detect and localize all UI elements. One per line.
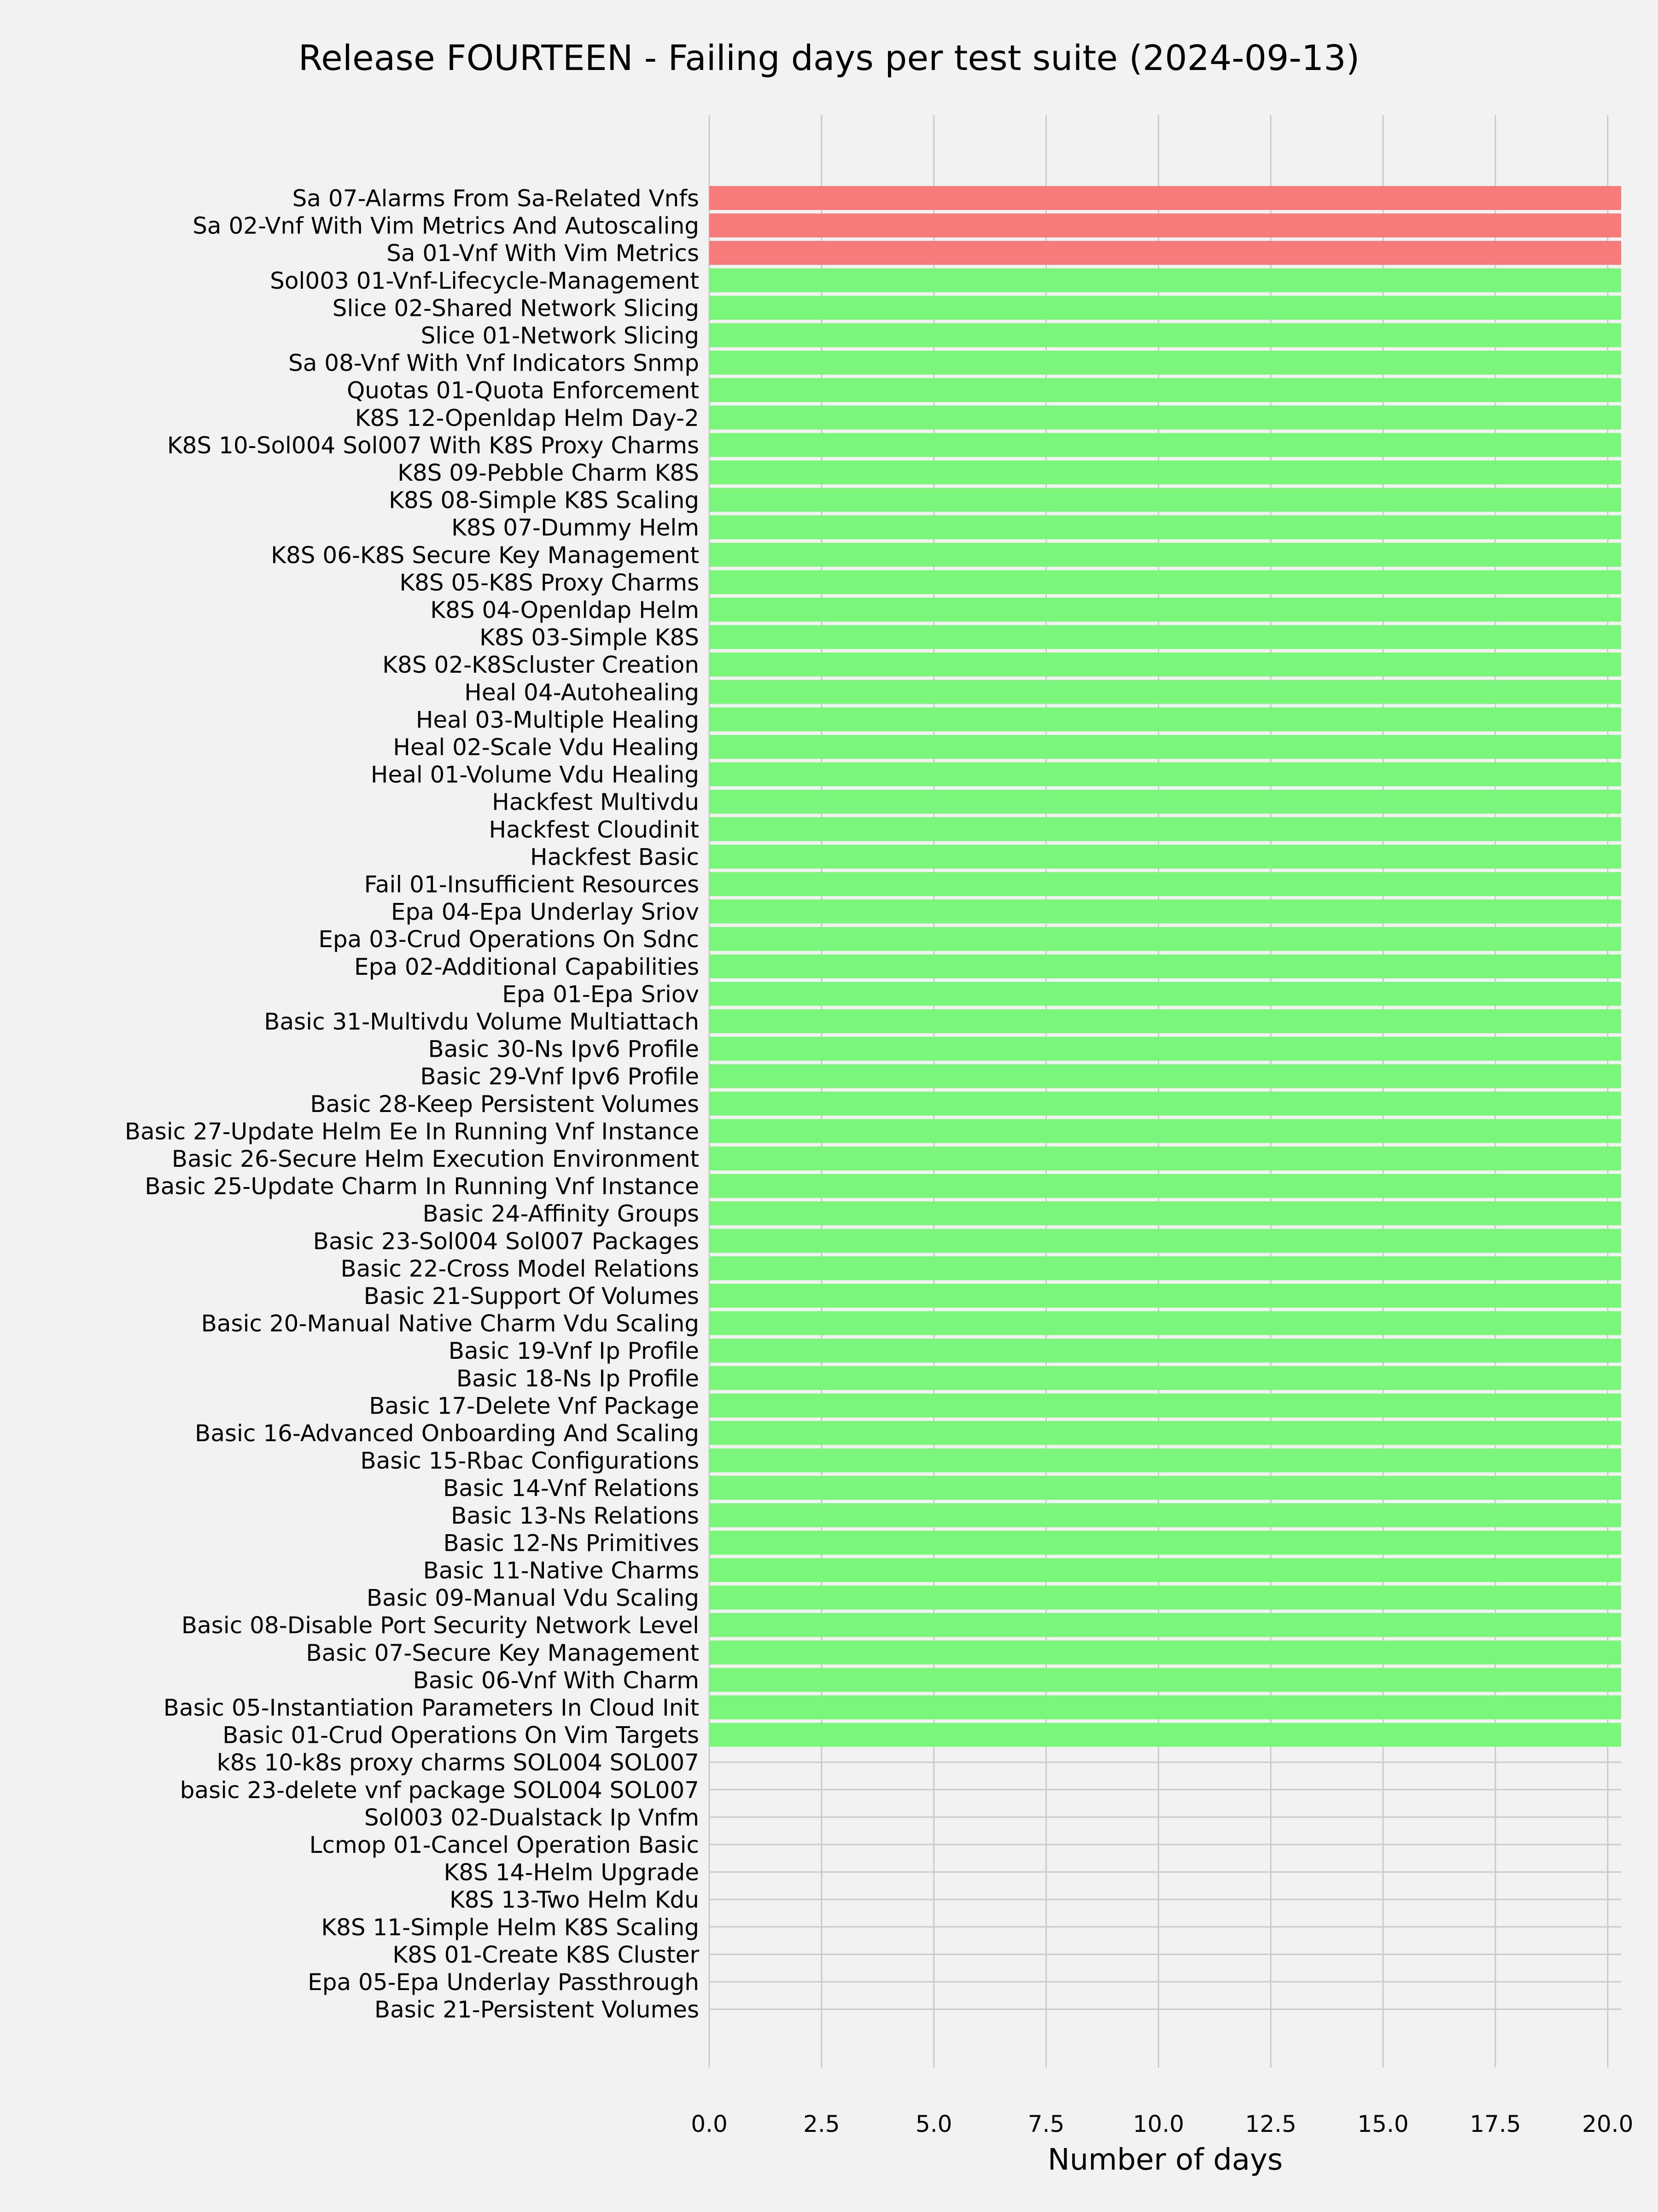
y-tick-label: Basic 01-Crud Operations On Vim Targets <box>222 1722 699 1749</box>
x-axis-label: Number of days <box>1047 2143 1283 2177</box>
y-tick-label: Epa 04-Epa Underlay Sriov <box>391 898 699 926</box>
y-tick-label: Hackfest Basic <box>530 844 699 871</box>
bar <box>709 1586 1621 1610</box>
bar <box>709 763 1621 786</box>
y-tick-label: Sol003 02-Dualstack Ip Vnfm <box>364 1804 699 1831</box>
y-tick-label: Basic 18-Ns Ip Profile <box>456 1365 699 1392</box>
y-tick-label: Epa 02-Additional Capabilities <box>354 953 699 980</box>
y-tick-label: Basic 23-Sol004 Sol007 Packages <box>313 1228 699 1255</box>
x-tick-label: 15.0 <box>1357 2111 1409 2137</box>
y-tick-label: K8S 01-Create K8S Cluster <box>392 1941 699 1968</box>
y-tick-label: Epa 03-Crud Operations On Sdnc <box>318 926 699 953</box>
y-tick-label: Basic 09-Manual Vdu Scaling <box>366 1584 699 1612</box>
bar <box>709 1284 1621 1308</box>
y-tick-label: Heal 04-Autohealing <box>464 679 699 706</box>
bar <box>709 1092 1621 1116</box>
bar <box>709 872 1621 896</box>
bar <box>709 982 1621 1006</box>
y-tick-label: Hackfest Multivdu <box>492 789 699 816</box>
y-tick-label: Basic 24-Affinity Groups <box>422 1200 699 1228</box>
y-tick-label: Hackfest Cloudinit <box>489 816 699 843</box>
y-tick-label: Basic 12-Ns Primitives <box>443 1530 699 1557</box>
y-tick-label: Basic 13-Ns Relations <box>451 1502 699 1529</box>
bar <box>709 1311 1621 1335</box>
bar <box>709 598 1621 622</box>
x-tick-label: 17.5 <box>1470 2111 1521 2137</box>
bar <box>709 1009 1621 1033</box>
bar <box>709 296 1621 320</box>
bar <box>709 515 1621 539</box>
bar <box>709 1229 1621 1253</box>
y-tick-label: Lcmop 01-Cancel Operation Basic <box>309 1832 699 1858</box>
bar <box>709 1558 1621 1582</box>
bar <box>709 955 1621 978</box>
x-tick-label: 2.5 <box>803 2111 840 2137</box>
bar <box>709 625 1621 649</box>
y-tick-label: Slice 01-Network Slicing <box>420 322 699 349</box>
y-tick-label: Basic 28-Keep Persistent Volumes <box>310 1090 699 1118</box>
bar <box>709 570 1621 594</box>
y-tick-label: Basic 21-Support Of Volumes <box>363 1283 699 1310</box>
bar <box>709 1449 1621 1473</box>
bar <box>709 378 1621 402</box>
y-tick-label: K8S 10-Sol004 Sol007 With K8S Proxy Charms <box>167 432 699 459</box>
y-tick-label: Epa 05-Epa Underlay Passthrough <box>308 1969 699 1996</box>
y-tick-label: k8s 10-k8s proxy charms SOL004 SOL007 <box>216 1749 699 1776</box>
bar <box>709 927 1621 951</box>
y-tick-label: Basic 16-Advanced Onboarding And Scaling <box>195 1420 699 1447</box>
bar <box>709 1147 1621 1170</box>
bar <box>709 1393 1621 1417</box>
y-tick-label: Basic 31-Multivdu Volume Multiattach <box>264 1008 699 1035</box>
y-tick-label: Basic 17-Delete Vnf Package <box>369 1392 699 1420</box>
bar <box>709 323 1621 347</box>
y-tick-label: Sa 07-Alarms From Sa-Related Vnfs <box>292 185 699 212</box>
x-tick-label: 10.0 <box>1133 2111 1185 2137</box>
y-tick-label: Basic 11-Native Charms <box>423 1557 699 1584</box>
chart-title: Release FOURTEEN - Failing days per test suite (2024-09-13) <box>298 37 1360 78</box>
bar <box>709 433 1621 457</box>
x-tick-labels <box>691 2111 1633 2137</box>
y-tick-label: Sa 01-Vnf With Vim Metrics <box>386 240 699 267</box>
bar <box>709 1613 1621 1637</box>
x-tick-label: 7.5 <box>1027 2111 1065 2137</box>
bar <box>709 351 1621 375</box>
bar <box>709 707 1621 731</box>
y-tick-label: Basic 15-Rbac Configurations <box>360 1447 699 1474</box>
y-tick-label: K8S 05-K8S Proxy Charms <box>399 569 699 596</box>
bar-layer <box>709 186 1621 1747</box>
x-tick-label: 12.5 <box>1245 2111 1296 2137</box>
y-tick-label: Basic 29-Vnf Ipv6 Profile <box>420 1063 699 1090</box>
bar <box>709 268 1621 292</box>
y-tick-label: K8S 06-K8S Secure Key Management <box>271 541 699 569</box>
bar <box>709 1119 1621 1143</box>
y-tick-label: Basic 19-Vnf Ip Profile <box>448 1338 699 1365</box>
x-tick-label: 5.0 <box>915 2111 952 2137</box>
y-tick-label: K8S 12-Openldap Helm Day-2 <box>355 404 699 431</box>
bar <box>709 817 1621 841</box>
bar <box>709 1421 1621 1445</box>
y-tick-label: Quotas 01-Quota Enforcement <box>346 377 699 404</box>
bar <box>709 406 1621 430</box>
y-tick-label: Basic 22-Cross Model Relations <box>340 1255 699 1282</box>
y-tick-label: Basic 21-Persistent Volumes <box>374 1996 699 2023</box>
y-tick-label: K8S 13-Two Helm Kdu <box>449 1886 699 1914</box>
y-tick-label: K8S 02-K8Scluster Creation <box>382 652 699 679</box>
bar <box>709 1174 1621 1198</box>
bar <box>709 186 1621 210</box>
bar <box>709 1339 1621 1362</box>
y-tick-label: Heal 02-Scale Vdu Healing <box>393 734 699 761</box>
y-tick-label: Basic 27-Update Helm Ee In Running Vnf Instance <box>124 1118 699 1145</box>
y-tick-label: K8S 14-Helm Upgrade <box>444 1859 699 1886</box>
bar <box>709 680 1621 704</box>
y-tick-label: Heal 01-Volume Vdu Healing <box>370 761 699 788</box>
bar <box>709 790 1621 814</box>
x-tick-label: 0.0 <box>691 2111 728 2137</box>
bar <box>709 900 1621 924</box>
y-tick-label: Epa 01-Epa Sriov <box>502 981 699 1008</box>
bar <box>709 1201 1621 1225</box>
y-tick-label: Slice 02-Shared Network Slicing <box>332 295 699 322</box>
y-tick-label: Basic 25-Update Charm In Running Vnf Instance <box>145 1173 699 1200</box>
y-tick-label: Basic 08-Disable Port Security Network Level <box>181 1612 699 1639</box>
y-tick-label: K8S 08-Simple K8S Scaling <box>389 487 699 514</box>
y-tick-label: K8S 03-Simple K8S <box>479 624 699 651</box>
y-tick-label: Basic 14-Vnf Relations <box>443 1475 699 1502</box>
bar <box>709 652 1621 676</box>
y-tick-label: Basic 07-Secure Key Management <box>306 1639 699 1666</box>
y-tick-label: Basic 05-Instantiation Parameters In Cloud Init <box>163 1694 699 1721</box>
bar <box>709 1641 1621 1665</box>
bar <box>709 1256 1621 1280</box>
bar <box>709 1366 1621 1390</box>
y-tick-label: Sa 08-Vnf With Vnf Indicators Snmp <box>288 349 699 377</box>
bar <box>709 1503 1621 1527</box>
bar <box>709 488 1621 512</box>
bar <box>709 1723 1621 1747</box>
bar <box>709 543 1621 567</box>
y-tick-label: Heal 03-Multiple Healing <box>415 706 699 733</box>
bar <box>709 1037 1621 1061</box>
bar <box>709 241 1621 265</box>
y-tick-label: Basic 30-Ns Ipv6 Profile <box>428 1036 699 1063</box>
y-tick-label: Fail 01-Insufficient Resources <box>364 871 699 898</box>
y-tick-label: K8S 04-Openldap Helm <box>430 597 699 623</box>
bar <box>709 1064 1621 1088</box>
y-tick-label: basic 23-delete vnf package SOL004 SOL007 <box>180 1776 699 1804</box>
x-tick-label: 20.0 <box>1582 2111 1634 2137</box>
y-tick-label: K8S 09-Pebble Charm K8S <box>397 460 699 486</box>
bar <box>709 844 1621 868</box>
bar <box>709 1476 1621 1500</box>
y-tick-label: K8S 07-Dummy Helm <box>451 514 699 541</box>
bar <box>709 1695 1621 1719</box>
y-tick-label: K8S 11-Simple Helm K8S Scaling <box>321 1914 699 1941</box>
bar <box>709 1668 1621 1692</box>
bar <box>709 1531 1621 1554</box>
y-tick-label: Sol003 01-Vnf-Lifecycle-Management <box>270 267 699 294</box>
bar <box>709 460 1621 484</box>
y-tick-label: Basic 26-Secure Helm Execution Environment <box>171 1146 699 1172</box>
y-tick-label: Sa 02-Vnf With Vim Metrics And Autoscaling <box>193 212 699 239</box>
y-tick-label: Basic 20-Manual Native Charm Vdu Scaling <box>201 1310 699 1337</box>
bar <box>709 735 1621 759</box>
bar <box>709 214 1621 238</box>
y-tick-label: Basic 06-Vnf With Charm <box>413 1667 699 1694</box>
